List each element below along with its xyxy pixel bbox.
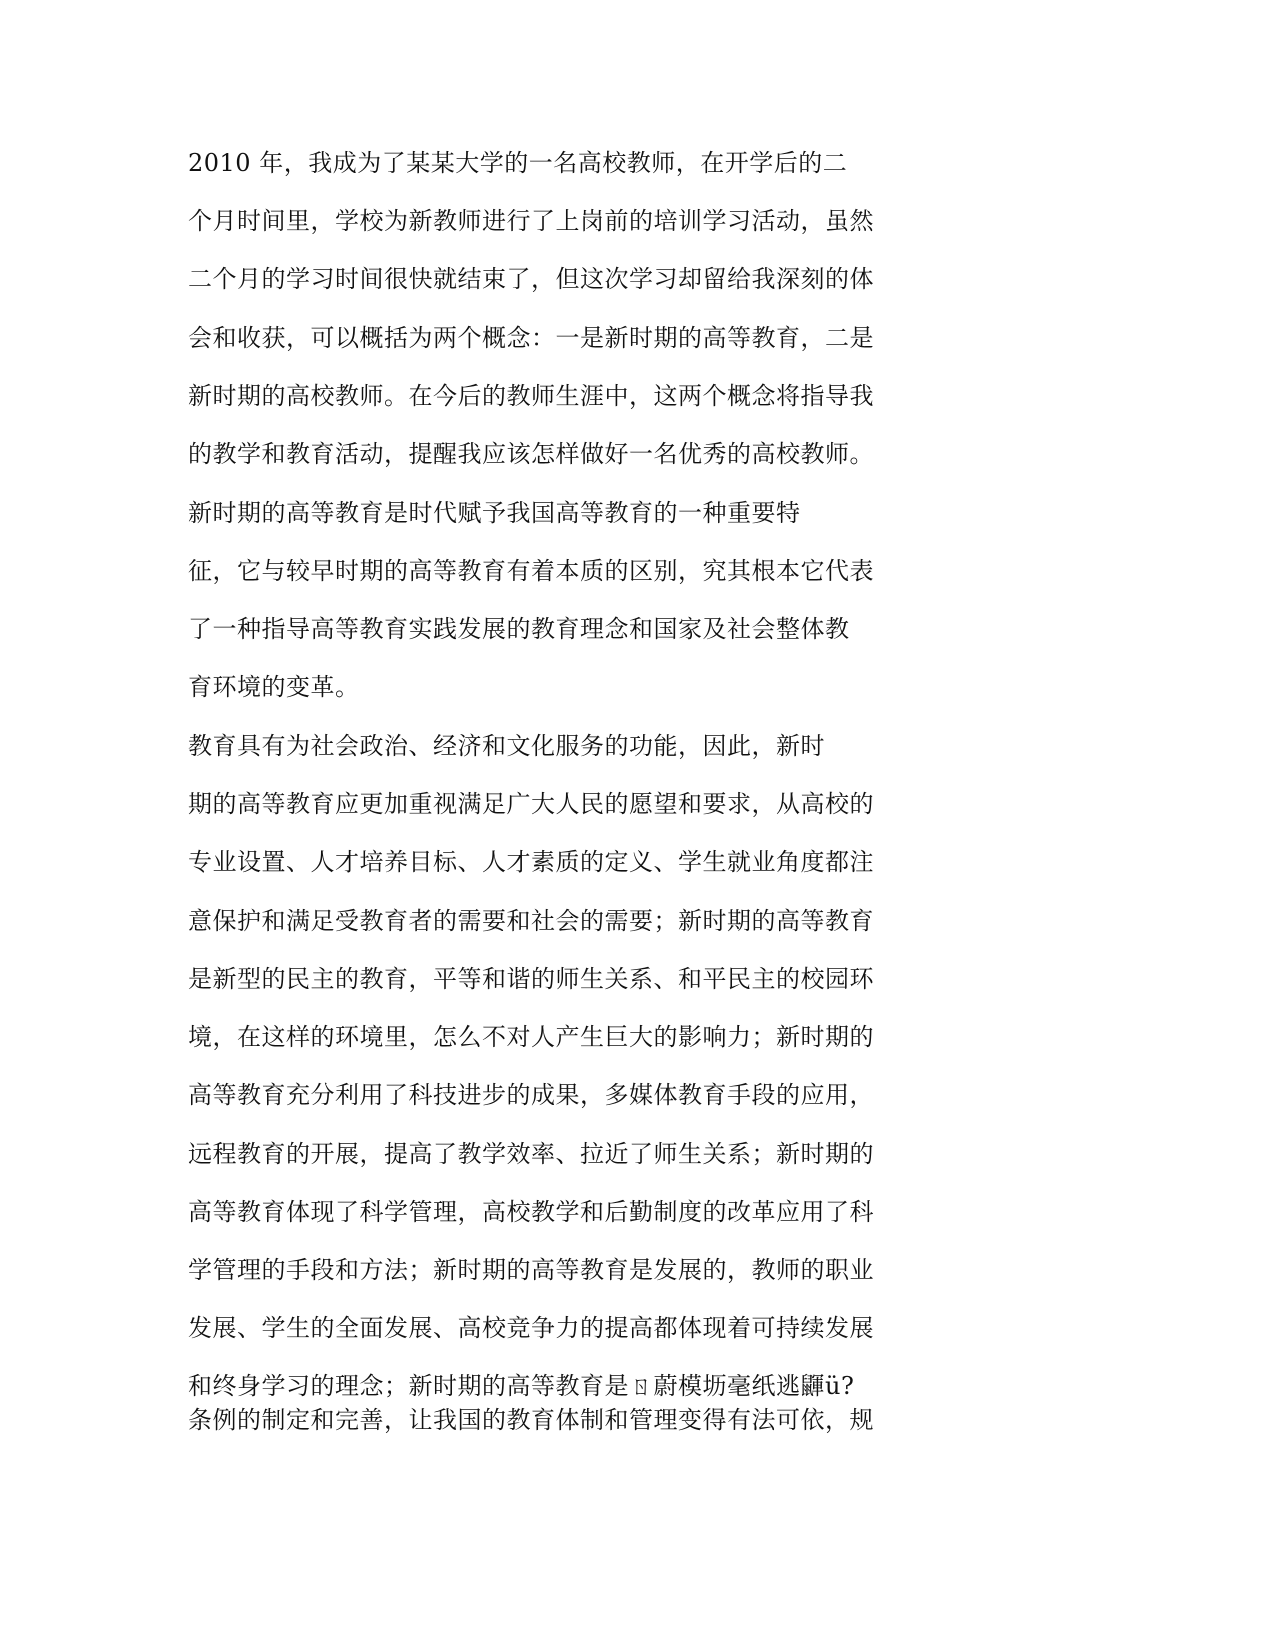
text-line: 个月时间里，学校为新教师进行了上岗前的培训学习活动，虽然: [188, 207, 874, 235]
text-line: 和终身学习的理念；新时期的高等教育是ㄖ蔚模坜毫纸逃鼲ü?: [188, 1372, 855, 1400]
text-line: 征，它与较早时期的高等教育有着本质的区别，究其根本它代表: [188, 557, 874, 585]
text-line: 新时期的高校教师。在今后的教师生涯中，这两个概念将指导我: [188, 382, 874, 410]
text-line: 专业设置、人才培养目标、人才素质的定义、学生就业角度都注: [188, 848, 874, 876]
text-line: 发展、学生的全面发展、高校竞争力的提高都体现着可持续发展: [188, 1314, 874, 1342]
text-line: 远程教育的开展，提高了教学效率、拉近了师生关系；新时期的: [188, 1140, 874, 1168]
text-line: 的教学和教育活动，提醒我应该怎样做好一名优秀的高校教师。: [188, 440, 874, 468]
text-line: 境，在这样的环境里，怎么不对人产生巨大的影响力；新时期的: [188, 1023, 874, 1051]
text-line: 高等教育体现了科学管理，高校教学和后勤制度的改革应用了科: [188, 1198, 874, 1226]
text-line: 高等教育充分利用了科技进步的成果，多媒体教育手段的应用，: [188, 1081, 874, 1109]
text-line: 育环境的变革。: [188, 673, 360, 701]
text-line: 教育具有为社会政治、经济和文化服务的功能，因此，新时: [188, 732, 825, 760]
text-line: 条例的制定和完善，让我国的教育体制和管理变得有法可依，规: [188, 1406, 874, 1434]
text-line: 了一种指导高等教育实践发展的教育理念和国家及社会整体教: [188, 615, 850, 643]
text-line: 意保护和满足受教育者的需要和社会的需要；新时期的高等教育: [188, 907, 874, 935]
text-line: 学管理的手段和方法；新时期的高等教育是发展的，教师的职业: [188, 1256, 874, 1284]
text-line: 二个月的学习时间很快就结束了，但这次学习却留给我深刻的体: [188, 265, 874, 293]
text-line: 2010 年，我成为了某某大学的一名高校教师，在开学后的二: [188, 149, 848, 177]
text-line: 是新型的民主的教育，平等和谐的师生关系、和平民主的校园环: [188, 965, 874, 993]
text-line: 会和收获，可以概括为两个概念：一是新时期的高等教育，二是: [188, 324, 874, 352]
text-line: 期的高等教育应更加重视满足广大人民的愿望和要求，从高校的: [188, 790, 874, 818]
text-line: 新时期的高等教育是时代赋予我国高等教育的一种重要特: [188, 499, 801, 527]
